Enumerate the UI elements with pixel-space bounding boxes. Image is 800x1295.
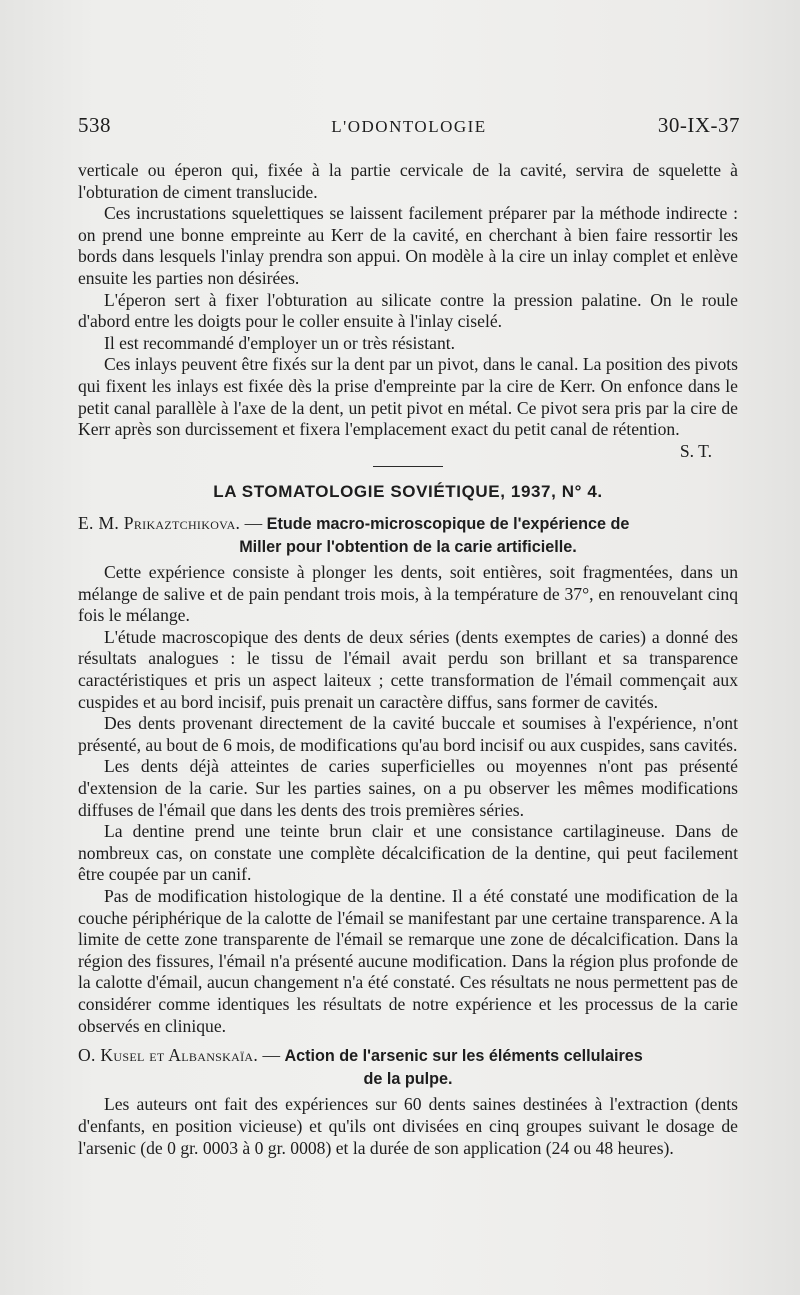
em-dash: — — [258, 1045, 285, 1066]
abstract-heading — [78, 1045, 738, 1068]
abstract-title-continued — [78, 536, 738, 559]
page-number: 538 — [78, 113, 111, 137]
spacer — [78, 1037, 738, 1043]
em-dash: — — [240, 512, 267, 533]
abstract-title-line2: de la pulpe. — [363, 1069, 453, 1088]
abstract-heading — [78, 513, 738, 536]
paragraph: Pas de modification histologique de la dentine. Il a été constaté une modification de la couche périphérique de la calotte de l'émail se manifestant par une certaine transparence. A la limite de cette zone transparente de l'émail se remarque une zone de décalcification. Dans la région des fissures, l'émail n'a présenté aucune modification. Dans la région plus profonde de la calotte d'émail, aucun changement n'a été constaté. Ces résultats ne nous permettent pas de considérer comme identiques les résultats de notre expérience et les processus de la carie observés en clinique. — [78, 886, 738, 1036]
paragraph: L'éperon sert à fixer l'obturation au silicate contre la pression palatine. On le roule d'abord entre les doigts pour le coller ensuite à l'inlay ciselé. — [78, 289, 738, 332]
paragraph: Des dents provenant directement de la cavité buccale et soumises à l'expérience, n'ont présenté, au bout de 6 mois, de modifications qu'au bord incisif ou aux cuspides, sans cavités. — [78, 713, 738, 755]
abstract-author: E. M. Prikaztchikova. — [78, 512, 241, 533]
paragraph: Les auteurs ont fait des expériences sur 60 dents saines destinées à l'extraction (dents d'enfants, en position vicieuse) et qu'ils ont divisées en cinq groupes suivant le dosage de l'arsenic (de 0 gr. 0003 à 0 gr. 0008) et la durée de son application (24 ou 48 heures). — [78, 1094, 738, 1158]
abstract-title: Action de l'arsenic sur les éléments cellulaires — [284, 1047, 643, 1066]
signature: S. T. — [679, 440, 712, 461]
abstract-title: Etude macro-microscopique de l'expérience de — [266, 514, 630, 533]
running-header — [78, 113, 740, 143]
section-title: LA STOMATOLOGIE SOVIÉTIQUE, 1937, N° 4. — [213, 482, 603, 502]
abstract-title-line2: Miller pour l'obtention de la carie artificielle. — [239, 537, 577, 556]
paragraph: verticale ou éperon qui, fixée à la partie cervicale de la cavité, servira de squelette à l'obturation de ciment translucide. — [78, 160, 738, 202]
issue-date: 30-IX-37 — [657, 113, 740, 137]
abstract-title-continued — [78, 1068, 738, 1091]
paragraph: L'étude macroscopique des dents de deux séries (dents exemptes de caries) a donné des résultats analogues : le tissu de l'émail avait perdu son brillant et sa transparence caractéristiques et pris un aspect laiteux ; cette transformation de l'émail commençait aux cuspides et au bord incisif, puis prenait un caractère diffus, sans former de cavités. — [78, 626, 738, 712]
paragraph: Les dents déjà atteintes de caries superficielles ou moyennes n'ont pas présenté d'extension de la carie. Sur les parties saines, on a pu observer les mêmes modifications diffuses de l'émail que dans les dents des trois premières séries. — [78, 756, 738, 820]
paragraph: Ces inlays peuvent être fixés sur la dent par un pivot, dans le canal. La position des pivots qui fixent les inlays est fixée dès la prise d'empreinte par la cire de Kerr. On enfonce dans le petit canal parallèle à l'axe de la dent, un petit pivot en métal. Ce pivot sera pris par la cire de Kerr après son durcissement et fixera l'emplacement exact du petit canal de rétention. — [78, 354, 738, 440]
paragraph: Ces incrustations squelettiques se laissent facilement préparer par la méthode indirecte : on prend une bonne empreinte au Kerr de la cavité, en cherchant à bien faire ressortir les bords dans lesquels l'inlay prendra son appui. On modèle à la cire un inlay complet et enlève ensuite les parties non désirées. — [78, 203, 738, 288]
abstract-author: O. Kusel et Albanskaïa. — [78, 1045, 259, 1066]
journal-title: L'ODONTOLOGIE — [331, 117, 487, 136]
section-divider — [373, 466, 443, 467]
paragraph: Il est recommandé d'employer un or très résistant. — [104, 332, 456, 353]
paragraph: La dentine prend une teinte brun clair et une consistance cartilagineuse. Dans de nombreux cas, on constate une complète décalcification de la dentine, qui peut facilement être coupée par un canif. — [78, 821, 738, 885]
page-body — [78, 160, 738, 1159]
paragraph: Cette expérience consiste à plonger les dents, soit entières, soit fragmentées, dans un mélange de salive et de pain pendant trois mois, à la température de 37°, en renouvelant cinq fois le mélange. — [78, 562, 738, 626]
